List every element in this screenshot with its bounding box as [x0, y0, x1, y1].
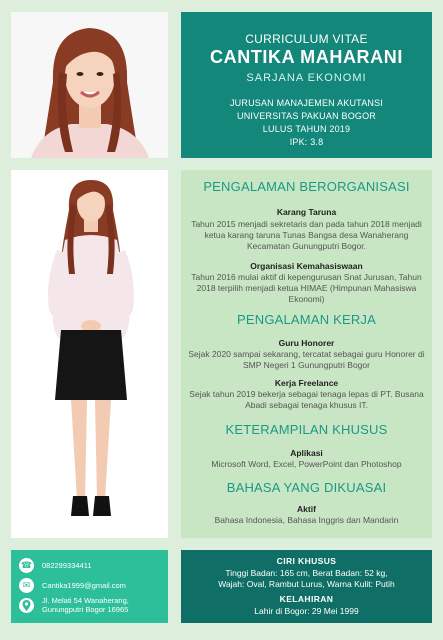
features-line1: Tinggi Badan: 165 cm, Berat Badan: 52 kg, — [225, 568, 388, 578]
phone-row — [19, 558, 164, 573]
features-panel — [181, 550, 432, 623]
portrait-photo — [11, 12, 168, 158]
gpa: IPK: 3.8 — [289, 137, 324, 147]
work-item-text: Sejak 2020 sampai sekarang, tercatat sebagai guru Honorer di SMP Negeri 1 Gunungputri Bogor — [188, 349, 425, 370]
header-panel — [181, 12, 432, 158]
languages-heading: BAHASA YANG DIKUASAI — [226, 480, 387, 495]
contact-panel — [11, 550, 168, 623]
work-item-text: Sejak tahun 2019 bekerja sebagai tenaga lepas di PT. Busana Abadi sebagai tenaga khusus IT. — [189, 389, 424, 410]
experience-panel — [181, 170, 432, 538]
languages-item-text: Bahasa Indonesia, Bahasa Inggris dan Mandarin — [214, 515, 399, 525]
birth-heading: KELAHIRAN — [279, 594, 334, 604]
phone-icon: ☎ — [19, 558, 34, 573]
work-item-title: Kerja Freelance — [274, 378, 339, 388]
full-body-photo — [11, 170, 168, 538]
email-row — [19, 578, 164, 593]
address — [42, 596, 129, 614]
skills-item-title: Aplikasi — [290, 448, 323, 458]
birth-info: Lahir di Bogor: 29 Mei 1999 — [254, 606, 359, 616]
skills-item-text: Microsoft Word, Excel, PowerPoint dan Photoshop — [211, 459, 402, 469]
features-heading: CIRI KHUSUS — [276, 556, 337, 566]
phone-number[interactable]: 082299334411 — [42, 561, 92, 570]
organization-item-title: Karang Taruna — [276, 207, 337, 217]
candidate-name: CANTIKA MAHARANI — [210, 47, 403, 67]
features-line2: Wajah: Oval, Rambut Lurus, Warna Kulit: Putih — [218, 579, 395, 589]
languages-item-title: Aktif — [297, 504, 316, 514]
email-address[interactable]: Cantika1999@gmail.com — [42, 581, 126, 590]
envelope-icon: ✉ — [19, 578, 34, 593]
work-item-title: Guru Honorer — [278, 338, 335, 348]
graduation-year: LULUS TAHUN 2019 — [262, 124, 351, 134]
work-heading: PENGALAMAN KERJA — [236, 312, 376, 327]
address-line2: Gunungputri Bogor 16965 — [42, 605, 129, 614]
portrait-illustration — [11, 12, 168, 158]
university: UNIVERSITAS PAKUAN BOGOR — [237, 111, 376, 121]
skills-heading: KETERAMPILAN KHUSUS — [225, 422, 388, 437]
degree: SARJANA EKONOMI — [246, 72, 367, 84]
address-row — [19, 596, 164, 614]
map-pin-icon — [19, 598, 34, 613]
full-body-illustration — [11, 170, 168, 538]
major: JURUSAN MANAJEMEN AKUTANSI — [229, 98, 384, 108]
organization-item-text: Tahun 2015 menjadi sekretaris dan pada tahun 2018 menjadi ketua karang taruna Tunas Bangsa desa Wanaherang Kecamatan Gunungputri Bogor. — [191, 219, 422, 251]
organization-item-title: Organisasi Kemahasiswaan — [250, 261, 363, 271]
address-line1: Jl. Melati 54 Wanaherang, — [42, 596, 129, 605]
organization-heading: PENGALAMAN BERORGANISASI — [203, 179, 410, 194]
cv-title: CURRICULUM VITAE — [245, 32, 368, 46]
organization-item-text: Tahun 2016 mulai aktif di kepengurusan Snat Jurusan, Tahun 2018 terpilih menjadi ketua HIMAE (Himpunan Mahasiswa Ekonomi) — [191, 272, 422, 304]
